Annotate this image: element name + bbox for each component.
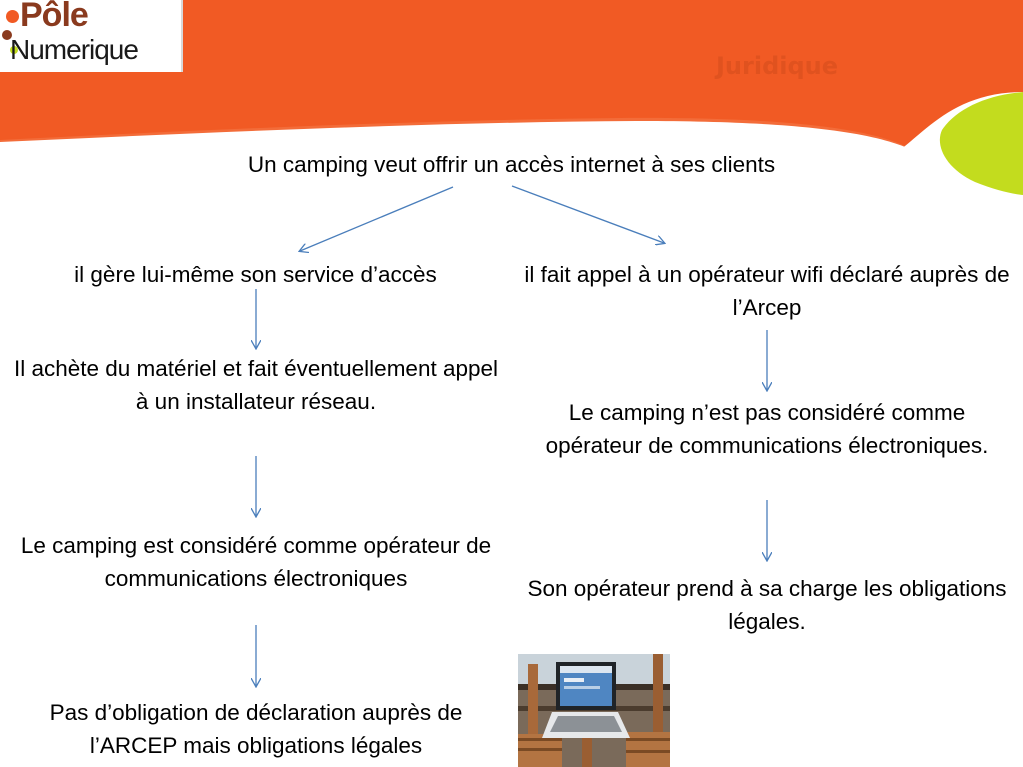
logo-text-pole: Pôle (20, 0, 88, 34)
right-node-1: il fait appel à un opérateur wifi déclaré auprès de l’Arcep (524, 262, 1010, 320)
left-node-1: il gère lui-même son service d’accès (74, 262, 437, 287)
right-node-3: Son opérateur prend à sa charge les obligations légales. (527, 576, 1007, 634)
left-node-2: Il achète du matériel et fait éventuellement appel à un installateur réseau. (13, 356, 499, 414)
laptop-photo (518, 654, 670, 767)
left-node-3: Le camping est considéré comme opérateur de communications électroniques (20, 533, 492, 591)
right-node-2: Le camping n’est pas considéré comme opérateur de communications électroniques. (545, 400, 989, 458)
left-node-4: Pas d’obligation de déclaration auprès de l’ARCEP mais obligations légales (49, 700, 463, 758)
arrow-root-right (512, 186, 664, 243)
logo-text-numerique: Numerique (10, 34, 138, 65)
slide-title: Juridique (716, 52, 839, 80)
root-node: Un camping veut offrir un accès internet à ses clients (247, 152, 776, 177)
arrow-root-left (300, 187, 453, 251)
